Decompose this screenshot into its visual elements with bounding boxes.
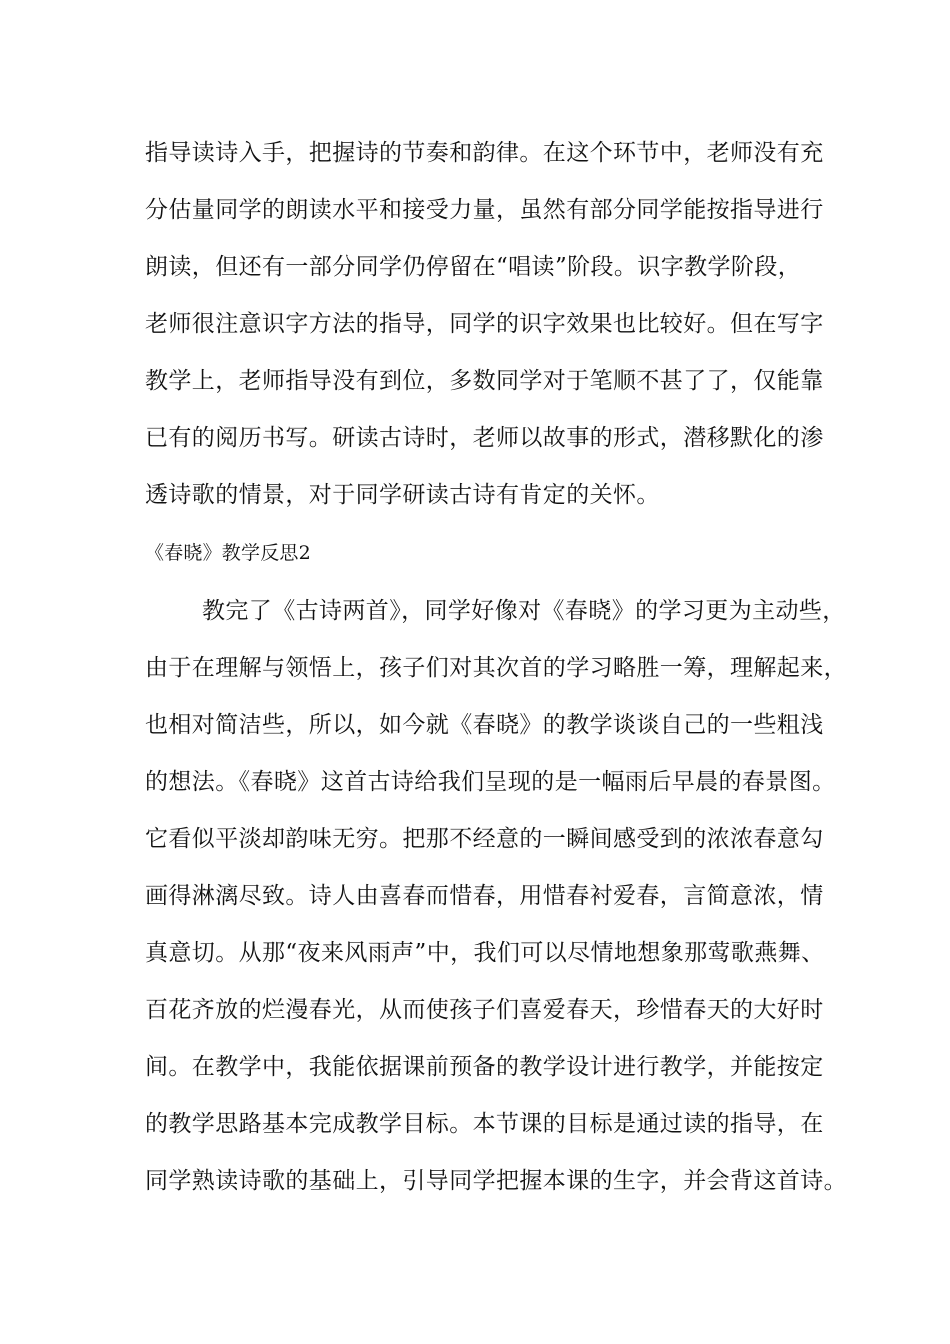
paragraph-line: 分估量同学的朗读水平和接受力量，虽然有部分同学能按指导进行 <box>145 197 824 223</box>
paragraph-line: 间。在教学中，我能依据课前预备的教学设计进行教学，并能按定 <box>145 1054 824 1080</box>
paragraph-line: 同学熟读诗歌的基础上，引导同学把握本课的生字，并会背这首诗。 <box>145 1168 847 1194</box>
paragraph-line: 由于在理解与领悟上，孩子们对其次首的学习略胜一筹，理解起来， <box>145 655 847 681</box>
paragraph-line: 教完了《古诗两首》，同学好像对《春晓》的学习更为主动些， <box>202 598 846 624</box>
paragraph-line: 教学上，老师指导没有到位，多数同学对于笔顺不甚了了，仅能靠 <box>145 368 824 394</box>
paragraph-line: 已有的阅历书写。研读古诗时，老师以故事的形式，潜移默化的渗 <box>145 425 824 451</box>
section-heading: 《春晓》教学反思2 <box>145 542 311 564</box>
paragraph-line: 它看似平淡却韵味无穷。把那不经意的一瞬间感受到的浓浓春意勾 <box>145 826 824 852</box>
paragraph-line: 透诗歌的情景，对于同学研读古诗有肯定的关怀。 <box>145 482 660 508</box>
paragraph-line: 画得淋漓尽致。诗人由喜春而惜春，用惜春衬爱春，言简意浓，情 <box>145 883 824 909</box>
paragraph-line: 也相对简洁些，所以，如今就《春晓》的教学谈谈自己的一些粗浅 <box>145 712 824 738</box>
paragraph-line: 老师很注意识字方法的指导，同学的识字效果也比较好。但在写字 <box>145 311 824 337</box>
paragraph-line: 指导读诗入手，把握诗的节奏和韵律。在这个环节中，老师没有充 <box>145 140 824 166</box>
paragraph-line: 真意切。从那“夜来风雨声”中，我们可以尽情地想象那莺歌燕舞、 <box>145 940 825 966</box>
paragraph-line: 的想法。《春晓》这首古诗给我们呈现的是一幅雨后早晨的春景图。 <box>145 769 836 795</box>
paragraph-line: 朗读，但还有一部分同学仍停留在“唱读”阶段。识字教学阶段， <box>145 254 802 280</box>
paragraph-line: 的教学思路基本完成教学目标。本节课的目标是通过读的指导，在 <box>145 1111 824 1137</box>
paragraph-line: 百花齐放的烂漫春光，从而使孩子们喜爱春天，珍惜春天的大好时 <box>145 997 824 1023</box>
